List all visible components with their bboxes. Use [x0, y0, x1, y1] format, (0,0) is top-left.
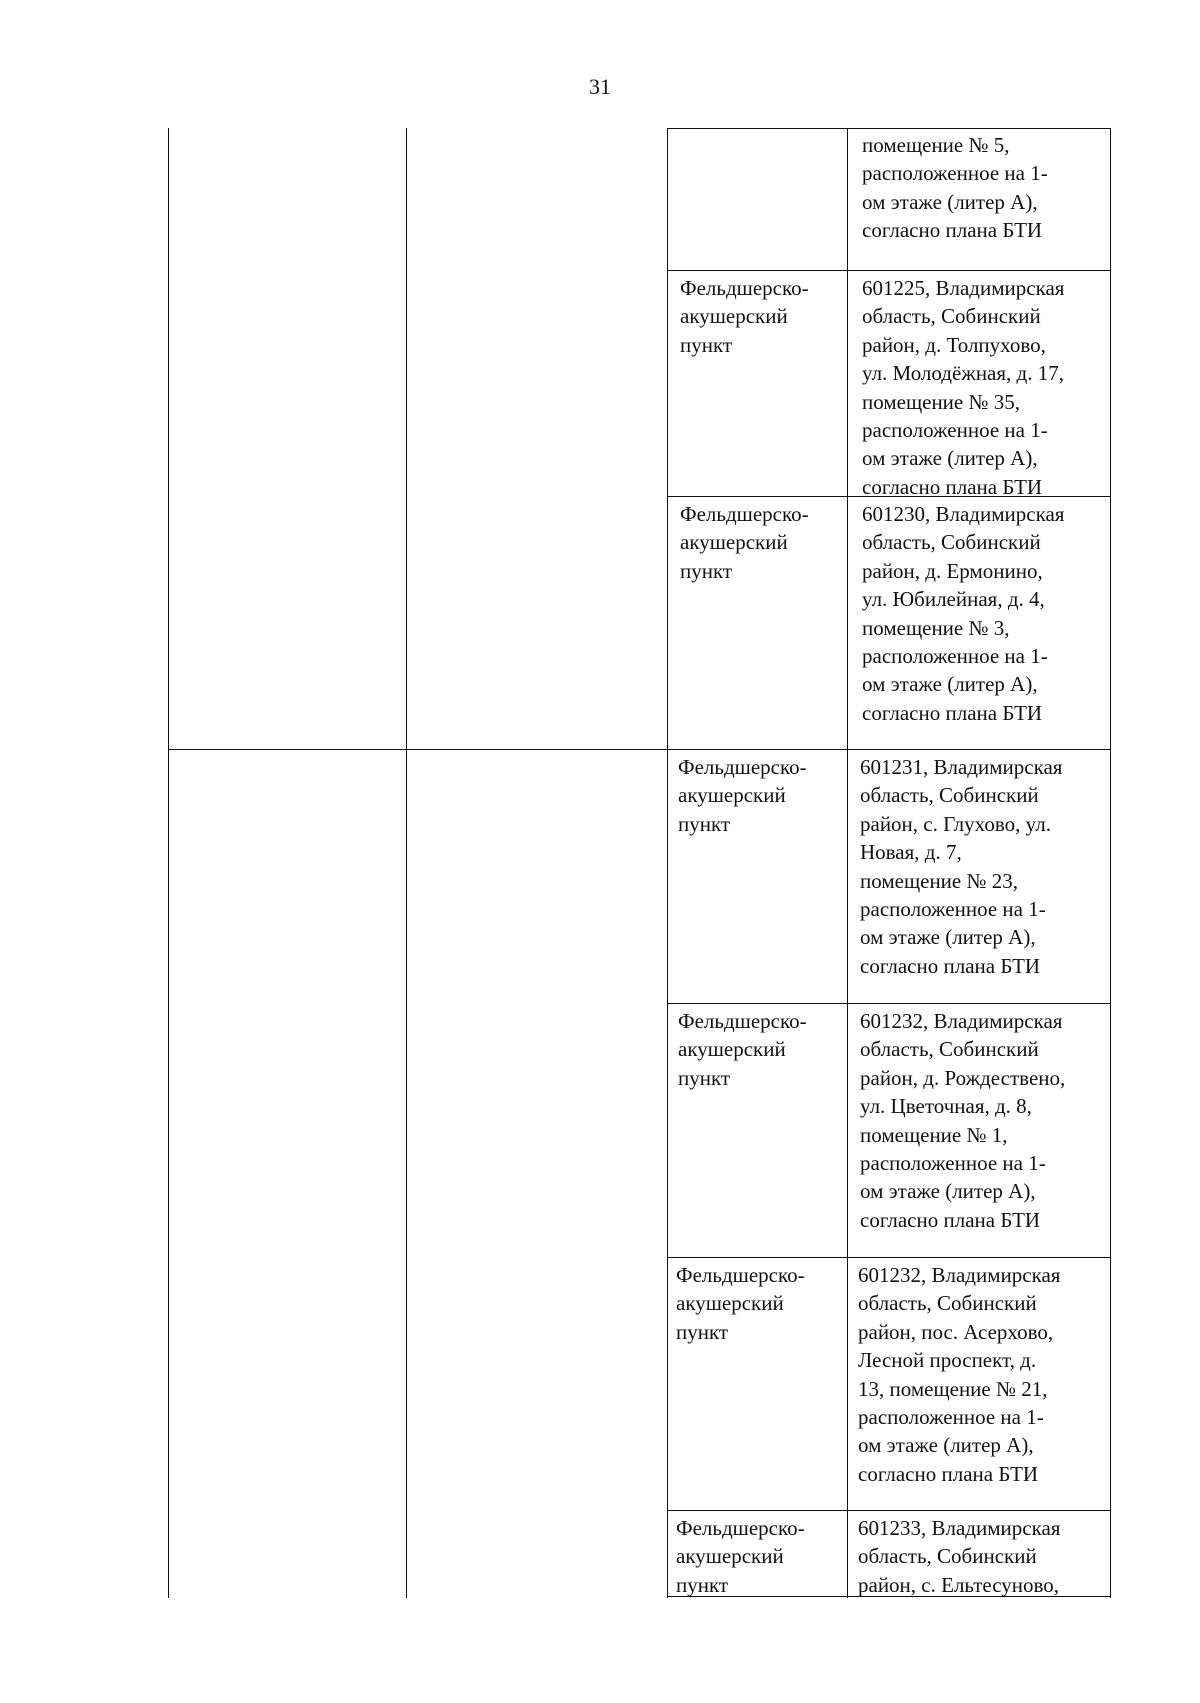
table-border-right	[1110, 128, 1111, 1598]
facility-name: Фельдшерско- акушерский пункт	[676, 1263, 805, 1344]
facility-address: 601225, Владимирская область, Собинский район, д. Толпухово, ул. Молодёжная, д. 17, помещение № 35, расположенное на 1- ом этаже (литер А), согласно плана БТИ	[862, 276, 1065, 499]
facility-name: Фельдшерско- акушерский пункт	[676, 1516, 805, 1597]
facility-address: помещение № 5, расположенное на 1- ом этаже (литер А), согласно плана БТИ	[862, 133, 1048, 243]
facility-address: 601230, Владимирская область, Собинский район, д. Ермонино, ул. Юбилейная, д. 4, помещение № 3, расположенное на 1- ом этаже (литер А), согласно плана БТИ	[862, 502, 1065, 725]
row-divider	[667, 1257, 1111, 1258]
page-number: 31	[589, 74, 611, 99]
facility-address: 601231, Владимирская область, Собинский район, с. Глухово, ул. Новая, д. 7, помещение № 23, расположенное на 1- ом этаже (литер А), согласно плана БТИ	[860, 755, 1063, 978]
table-divider-1	[406, 128, 407, 1598]
row-divider	[667, 1510, 1111, 1511]
facility-address: 601232, Владимирская область, Собинский район, д. Рождествено, ул. Цветочная, д. 8, помещение № 1, расположенное на 1- ом этаже (литер А), согласно плана БТИ	[860, 1009, 1066, 1232]
row-divider	[667, 1003, 1111, 1004]
facility-address: 601232, Владимирская область, Собинский район, пос. Асерхово, Лесной проспект, д. 13, помещение № 21, расположенное на 1- ом этаже (литер А), согласно плана БТИ	[858, 1263, 1061, 1486]
table-border-left	[168, 128, 169, 1598]
facility-name: Фельдшерско- акушерский пункт	[678, 755, 807, 836]
row-divider	[667, 128, 1111, 129]
facility-name: Фельдшерско- акушерский пункт	[678, 1009, 807, 1090]
facility-name: Фельдшерско- акушерский пункт	[680, 502, 809, 583]
table-divider-3	[847, 128, 848, 1598]
row-divider	[168, 749, 1111, 750]
table-divider-2	[667, 128, 668, 1598]
row-divider	[667, 270, 1111, 271]
facility-address: 601233, Владимирская область, Собинский район, с. Ельтесуново,	[858, 1516, 1061, 1597]
facility-name: Фельдшерско- акушерский пункт	[680, 276, 809, 357]
